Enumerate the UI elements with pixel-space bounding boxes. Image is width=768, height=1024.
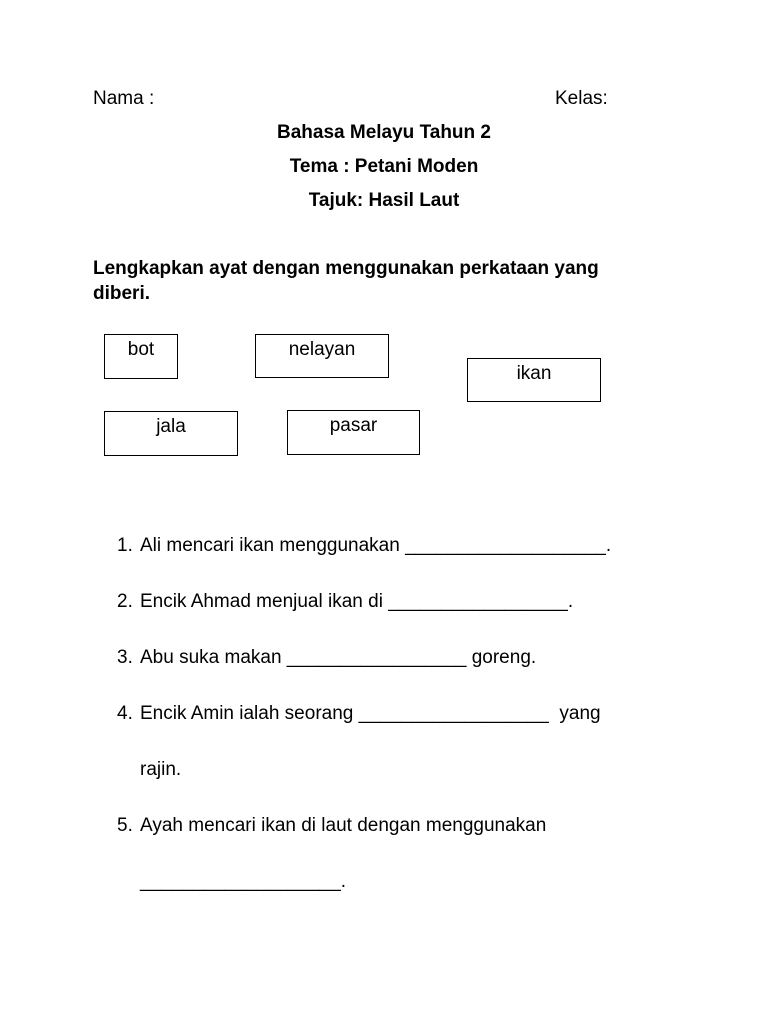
instruction-line-1: Lengkapkan ayat dengan menggunakan perkataan yang xyxy=(93,258,599,279)
question-text: Ali mencari ikan menggunakan ___________________. xyxy=(140,535,612,556)
worksheet-title: Bahasa Melayu Tahun 2 xyxy=(277,122,491,143)
name-label: Nama : xyxy=(93,88,155,109)
question-number: 4. xyxy=(117,703,133,724)
word-box-jala: jala xyxy=(104,411,238,456)
worksheet-topic: Tajuk: Hasil Laut xyxy=(308,190,460,211)
question-number: 2. xyxy=(117,591,133,612)
question-number: 1. xyxy=(117,535,133,556)
word-box-ikan: ikan xyxy=(467,358,601,402)
question-text: Encik Amin ialah seorang __________________ yang xyxy=(140,703,601,724)
instruction-line-2: diberi. xyxy=(93,283,151,304)
word-box-pasar: pasar xyxy=(287,410,420,455)
question-text: Encik Ahmad menjual ikan di _________________. xyxy=(140,591,574,612)
question-continuation: ___________________. xyxy=(140,871,347,892)
question-continuation: rajin. xyxy=(140,759,182,780)
class-label: Kelas: xyxy=(555,88,608,109)
word-box-bot: bot xyxy=(104,334,178,379)
question-number: 3. xyxy=(117,647,133,668)
question-text: Abu suka makan _________________ goreng. xyxy=(140,647,537,668)
question-text: Ayah mencari ikan di laut dengan menggunakan xyxy=(140,815,547,836)
word-box-nelayan: nelayan xyxy=(255,334,389,378)
worksheet-theme: Tema : Petani Moden xyxy=(289,156,479,177)
question-number: 5. xyxy=(117,815,133,836)
